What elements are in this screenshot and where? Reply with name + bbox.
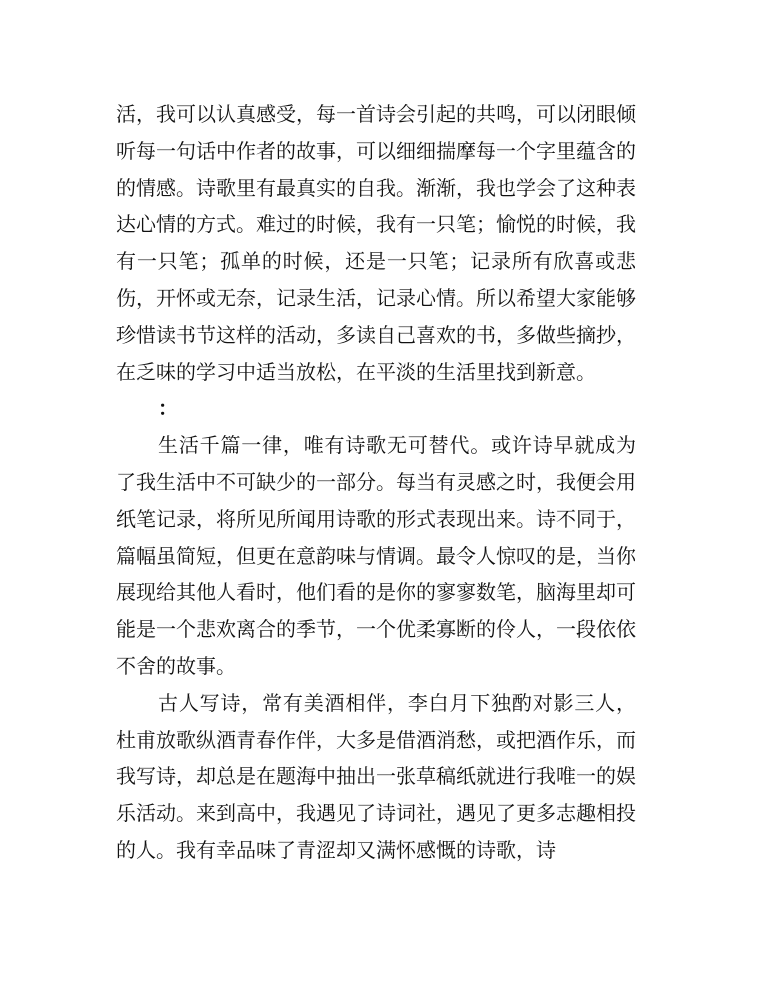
paragraph-continuation: 活，我可以认真感受，每一首诗会引起的共鸣，可以闭眼倾听每一句话中作者的故事，可以细细揣摩每一个字里蕴含的的情感。诗歌里有最真实的自我。渐渐，我也学会了这种表达心情的方式。难过的时候，我有一只笔；愉悦的时候，我有一只笔；孤单的时候，还是一只笔；记录所有欣喜或悲伤，开怀或无奈，记录生活，记录心情。所以希望大家能够珍惜读书节这样的活动，多读自己喜欢的书，多做些摘抄，在乏味的学习中适当放松，在平淡的生活里找到新意。 [116,102,636,384]
section-marker: ： [158,396,178,421]
paragraph-ancient-poets: 古人写诗，常有美酒相伴，李白月下独酌对影三人，杜甫放歌纵酒青春作伴，大多是借酒消愁，或把酒作乐，而我写诗，却总是在题海中抽出一张草稿纸就进行我唯一的娱乐活动。来到高中，我遇见了诗词社，遇见了更多志趣相投的人。我有幸品味了青涩却又满怀感慨的诗歌，诗 [116,690,636,862]
document-body [116,96,636,869]
paragraph-poetry-life: 生活千篇一律，唯有诗歌无可替代。或许诗早就成为了我生活中不可缺少的一部分。每当有灵感之时，我便会用纸笔记录，将所见所闻用诗歌的形式表现出来。诗不同于，篇幅虽简短，但更在意韵味与情调。最令人惊叹的是，当你展现给其他人看时，他们看的是你的寥寥数笔，脑海里却可能是一个悲欢离合的季节，一个优柔寡断的伶人，一段依依不舍的故事。 [116,433,636,678]
